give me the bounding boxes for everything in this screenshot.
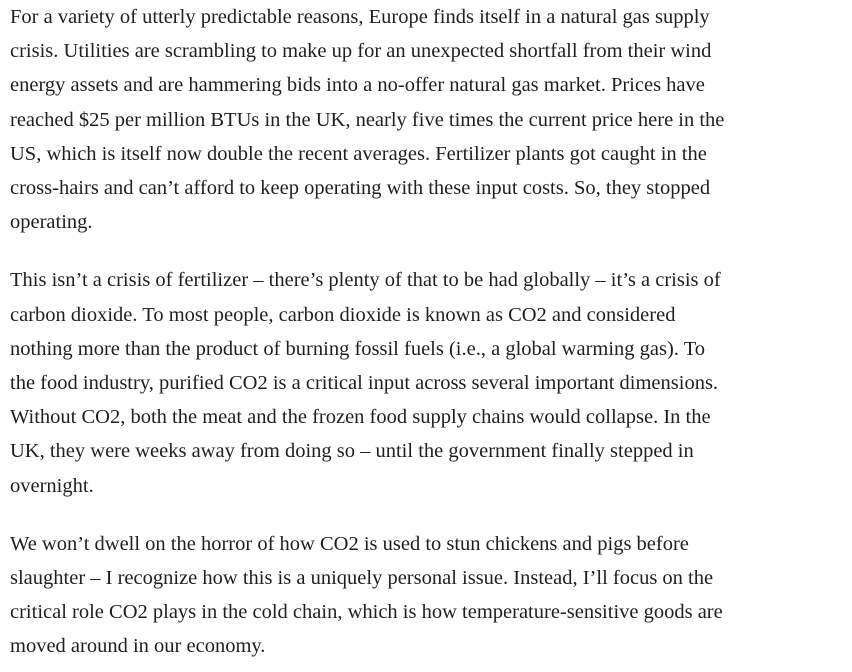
- paragraph-cold-chain: [10, 527, 842, 664]
- text-line: US, which is itself now double the recent averages. Fertilizer plants got caught in the: [10, 142, 707, 165]
- text-line: reached $25 per million BTUs in the UK, nearly five times the current price here in the: [10, 108, 725, 131]
- text-line: operating.: [10, 211, 93, 234]
- paragraph-co2-crisis: [10, 263, 842, 502]
- text-line: critical role CO2 plays in the cold chain, which is how temperature-sensitive goods are: [10, 601, 723, 624]
- text-line: For a variety of utterly predictable reasons, Europe finds itself in a natural gas supply: [10, 6, 710, 28]
- text-line: slaughter – I recognize how this is a uniquely personal issue. Instead, I’ll focus on the: [10, 567, 714, 590]
- text-line: cross-hairs and can’t afford to keep operating with these input costs. So, they stopped: [10, 177, 711, 200]
- text-line: overnight.: [10, 474, 94, 497]
- text-line: crisis. Utilities are scrambling to make up for an unexpected shortfall from their wind: [10, 40, 712, 63]
- text-line: This isn’t a crisis of fertilizer – there’s plenty of that to be had globally – it’s a crisis of: [10, 269, 721, 292]
- text-line: moved around in our economy.: [10, 635, 266, 658]
- text-line: energy assets and are hammering bids into a no-offer natural gas market. Prices have: [10, 74, 705, 97]
- text-line: the food industry, purified CO2 is a critical input across several important dimensions.: [10, 372, 719, 395]
- text-line: Without CO2, both the meat and the frozen food supply chains would collapse. In the: [10, 406, 711, 429]
- text-line: We won’t dwell on the horror of how CO2 is used to stun chickens and pigs before: [10, 532, 689, 555]
- text-line: carbon dioxide. To most people, carbon dioxide is known as CO2 and considered: [10, 303, 676, 326]
- text-line: UK, they were weeks away from doing so – until the government finally stepped in: [10, 440, 694, 463]
- text-line: nothing more than the product of burning fossil fuels (i.e., a global warming gas). To: [10, 337, 706, 360]
- paragraph-natural-gas-crisis: [10, 0, 842, 239]
